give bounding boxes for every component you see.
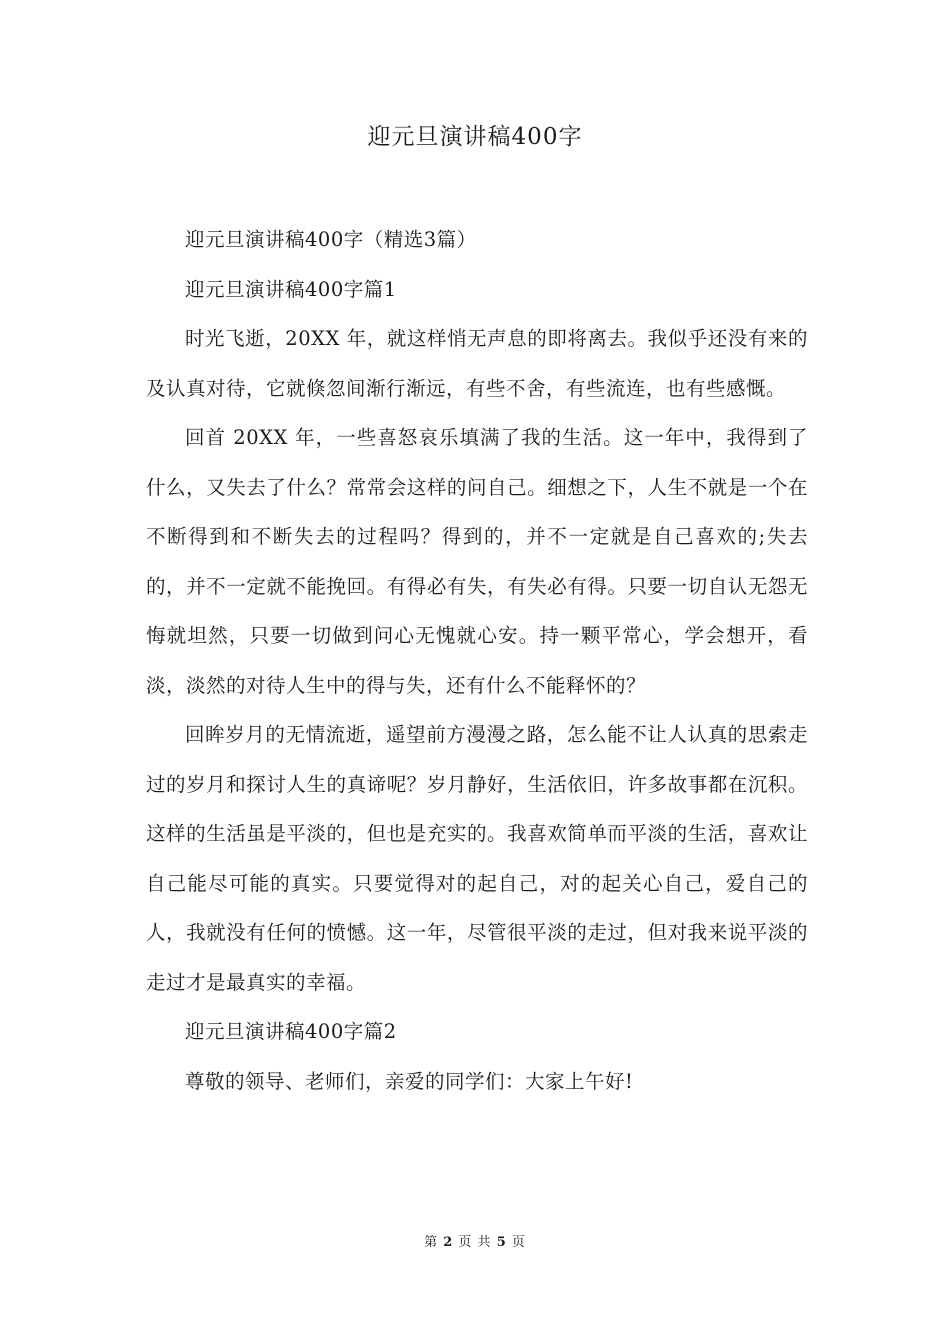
current-page-number: 2	[443, 1235, 454, 1250]
footer-suffix: 页	[511, 1235, 526, 1250]
page-footer	[0, 1231, 950, 1250]
document-body	[146, 215, 808, 1106]
footer-prefix: 第	[424, 1235, 439, 1250]
section-heading-2: 迎元旦演讲稿400字篇2	[185, 1020, 397, 1043]
document-title: 迎元旦演讲稿400字	[367, 124, 583, 150]
paragraph: 回眸岁月的无情流逝，遥望前方漫漫之路，怎么能不让人认真的思索走过的岁月和探讨人生的真谛呢？岁月静好，生活依旧，许多故事都在沉积。这样的生活虽是平淡的，但也是充实的。我喜欢简单而平淡的生活，喜欢让自己能尽可能的真实。只要觉得对的起自己，对的起关心自己，爱自己的人，我就没有任何的愤憾。这一年，尽管很平淡的走过，但对我来说平淡的走过才是最真实的幸福。	[146, 723, 808, 994]
footer-middle: 页 共	[458, 1235, 492, 1250]
paragraph: 时光飞逝，20XX 年，就这样悄无声息的即将离去。我似乎还没有来的及认真对待，它就倏忽间渐行渐远，有些不舍，有些流连，也有些感慨。	[146, 327, 808, 400]
total-page-number: 5	[496, 1235, 507, 1250]
section-heading-1: 迎元旦演讲稿400字篇1	[185, 277, 397, 301]
subtitle: 迎元旦演讲稿400字（精选3篇）	[185, 228, 477, 251]
paragraph: 回首 20XX 年，一些喜怒哀乐填满了我的生活。这一年中，我得到了什么，又失去了什么？常常会这样的问自己。细想之下，人生不就是一个在不断得到和不断失去的过程吗？得到的，并不一定就是自己喜欢的;失去的，并不一定就不能挽回。有得必有失，有失必有得。只要一切自认无怨无悔就坦然，只要一切做到问心无愧就心安。持一颗平常心，学会想开，看淡，淡然的对待人生中的得与失，还有什么不能释怀的？	[146, 426, 808, 697]
paragraph: 尊敬的领导、老师们，亲爱的同学们：大家上午好!	[185, 1069, 634, 1093]
